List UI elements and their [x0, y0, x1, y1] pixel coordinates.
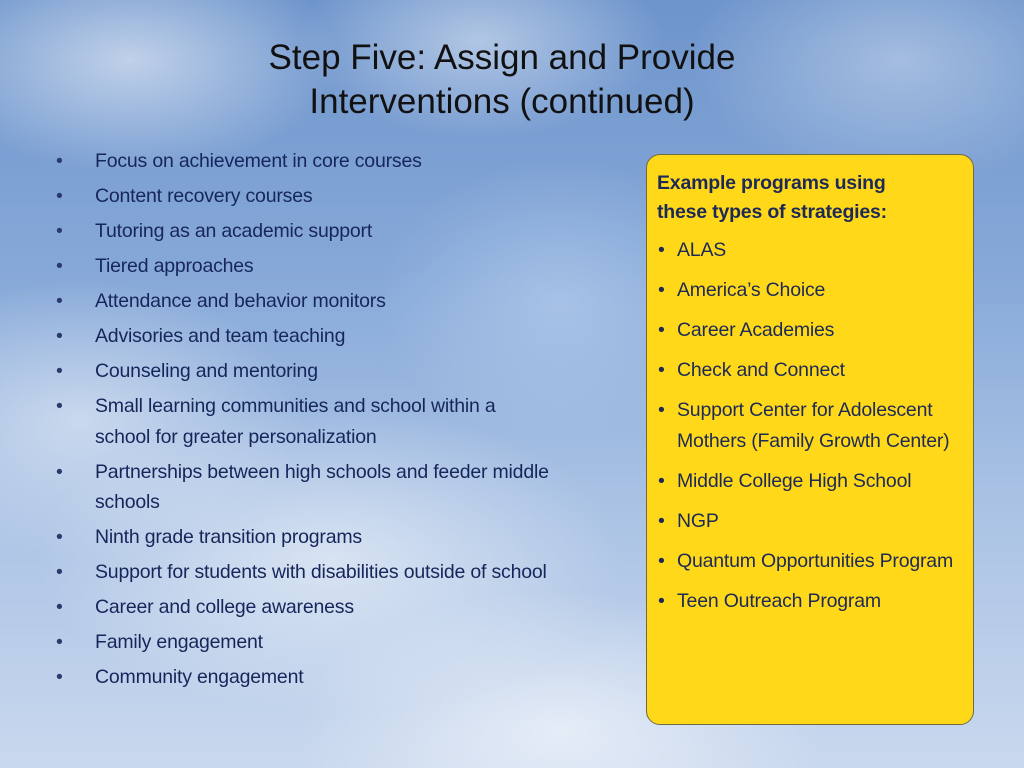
bullet-icon: •	[56, 150, 63, 172]
list-item	[52, 321, 552, 352]
example-programs-list	[657, 235, 963, 617]
bullet-icon: •	[658, 319, 665, 341]
list-item	[52, 216, 552, 247]
list-item-text: Partnerships between high schools and feeder middle schools	[95, 460, 549, 513]
list-item-text: Quantum Opportunities Program	[677, 550, 953, 572]
list-item-text: Career and college awareness	[95, 596, 354, 618]
bullet-icon: •	[658, 359, 665, 381]
list-item	[657, 546, 963, 577]
bullet-icon: •	[658, 510, 665, 532]
bullet-icon: •	[56, 596, 63, 618]
bullet-icon: •	[56, 460, 63, 483]
list-item-text: Middle College High School	[677, 470, 912, 492]
strategies-list	[52, 146, 552, 697]
bullet-icon: •	[658, 239, 665, 261]
list-item	[657, 235, 963, 266]
list-item-text: Tiered approaches	[95, 255, 254, 277]
bullet-icon: •	[56, 360, 63, 382]
callout-heading	[657, 169, 963, 227]
list-item-text: Tutoring as an academic support	[95, 220, 373, 242]
bullet-icon: •	[658, 399, 665, 421]
list-item-text: Focus on achievement in core courses	[95, 150, 422, 172]
list-item-text: Ninth grade transition programs	[95, 526, 362, 548]
list-item	[52, 181, 552, 212]
list-item-text: Teen Outreach Program	[677, 590, 881, 612]
list-item	[52, 662, 552, 693]
slide-title-line-2: Interventions (continued)	[309, 82, 695, 121]
list-item	[657, 275, 963, 306]
bullet-icon: •	[56, 220, 63, 242]
list-item	[657, 395, 963, 457]
list-item	[657, 466, 963, 497]
list-item-text: Support Center for Adolescent Mothers (Family Growth Center)	[677, 399, 950, 452]
bullet-icon: •	[56, 526, 63, 548]
slide-title-line-1: Step Five: Assign and Provide	[268, 38, 736, 77]
list-item-text: Family engagement	[95, 631, 263, 653]
list-item	[52, 356, 552, 387]
list-item-text: Content recovery courses	[95, 185, 313, 207]
list-item-text: Attendance and behavior monitors	[95, 290, 386, 312]
list-item	[657, 315, 963, 346]
bullet-icon: •	[658, 590, 665, 612]
list-item	[52, 522, 552, 553]
list-item-text: Community engagement	[95, 666, 304, 688]
callout-heading-line-1: Example programs using	[657, 172, 886, 194]
bullet-icon: •	[56, 395, 63, 417]
list-item	[52, 286, 552, 317]
list-item	[657, 586, 963, 617]
list-item-text: Counseling and mentoring	[95, 360, 318, 382]
list-item	[657, 355, 963, 386]
bullet-icon: •	[658, 550, 665, 572]
list-item-text: Small learning communities and school within a school for greater personalization	[95, 395, 496, 448]
list-item	[52, 391, 552, 452]
bullet-icon: •	[56, 185, 63, 207]
bullet-icon: •	[56, 561, 63, 583]
list-item	[52, 146, 552, 177]
list-item	[52, 627, 552, 658]
callout-heading-line-2: these types of strategies:	[657, 201, 887, 223]
bullet-icon: •	[658, 470, 665, 492]
list-item	[657, 506, 963, 537]
list-item-text: NGP	[677, 510, 719, 532]
list-item	[52, 457, 552, 518]
list-item-text: Career Academies	[677, 319, 835, 341]
bullet-icon: •	[56, 666, 63, 688]
slide-title	[0, 36, 1004, 124]
bullet-icon: •	[56, 631, 63, 653]
list-item	[52, 557, 552, 588]
bullet-icon: •	[658, 279, 665, 301]
list-item-text: Check and Connect	[677, 359, 845, 381]
list-item-text: ALAS	[677, 239, 727, 261]
list-item-text: America’s Choice	[677, 279, 826, 301]
list-item-text: Support for students with disabilities outside of school	[95, 561, 547, 583]
list-item	[52, 592, 552, 623]
example-programs-callout	[646, 154, 974, 725]
bullet-icon: •	[56, 290, 63, 312]
bullet-icon: •	[56, 255, 63, 277]
list-item	[52, 251, 552, 282]
list-item-text: Advisories and team teaching	[95, 325, 346, 347]
bullet-icon: •	[56, 325, 63, 347]
